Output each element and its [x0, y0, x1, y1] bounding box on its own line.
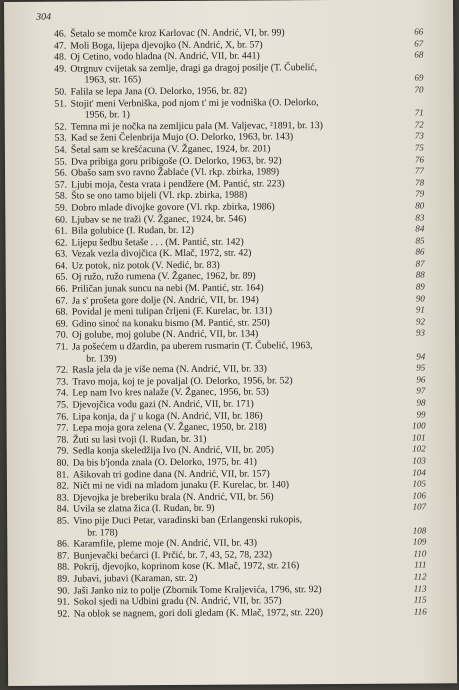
entry-title: Ja s' prošeta gore dolje (N. Andrić, VII, br. 194)	[71, 294, 259, 307]
entry-page-ref: 77	[415, 165, 425, 176]
entry-title: Povidal je meni tulipan črljeni (F. Kurelac, br. 131)	[71, 305, 273, 318]
entry-title: Šetalo se momče kroz Karlovac (N. Andrić, VI, br. 99)	[70, 27, 285, 40]
entry-number: 90.	[57, 585, 70, 597]
entry-title: Kad se ženi Čelenbrija Mujo (O. Delorko, 1963, br. 143)	[70, 131, 294, 144]
entry-number: 88.	[57, 561, 70, 573]
entry-page-ref: 106	[412, 490, 427, 501]
entry-title: Djevojčica vodu gazi (N. Andrić, VII, br. 171)	[72, 398, 254, 411]
entry-number: 78.	[56, 434, 69, 446]
entry-page-ref: 105	[412, 478, 426, 489]
entry-page-ref: 80	[415, 200, 425, 211]
entry-number: 72.	[55, 364, 69, 376]
entry-number: 46.	[53, 28, 67, 40]
entry-number: 58.	[54, 190, 68, 203]
entry-page-ref: 104	[412, 466, 426, 478]
entry-number: 81.	[56, 469, 69, 481]
entry-number: 62.	[55, 237, 68, 249]
entry-number: 55.	[54, 156, 68, 168]
entry-number: 48.	[54, 51, 67, 63]
entry-page-ref: 108	[412, 524, 427, 536]
entry-number: 67.	[55, 295, 68, 307]
list-item	[6, 339, 455, 365]
list-item	[8, 606, 457, 620]
entry-title: Pokrij, djevojko, koprinom kose (K. Mlač, 1972, str. 216)	[73, 560, 300, 573]
entry-number: 79.	[56, 445, 69, 458]
entry-title: Uvila se zlatna žica (I. Rudan, br. 9)	[73, 503, 215, 515]
entry-title: Šetal sam se krešćacuna (V. Žganec, 1924, br. 201)	[70, 143, 271, 156]
entry-page-ref: 113	[413, 582, 427, 594]
entry-title: Sedla konja skeledžija Ivo (N. Andrić, VII, br. 205)	[72, 444, 274, 457]
entry-number: 68.	[55, 306, 68, 318]
entry-title: Oj Cetino, vodo hladna (N. Andrić, VII, br. 441)	[70, 50, 260, 63]
entry-number: 47.	[53, 40, 67, 52]
entry-page-ref: 96	[416, 374, 426, 385]
entry-page-ref: 91	[415, 304, 425, 315]
entry-number: 69.	[55, 318, 69, 330]
entry-number: 52.	[54, 121, 67, 133]
entry-page-ref: 76	[414, 153, 424, 165]
entry-number: 84.	[56, 503, 70, 516]
entry-page-ref: 70	[414, 84, 424, 95]
entry-number: 49.	[54, 63, 67, 75]
entry-number: 63.	[55, 248, 68, 260]
entry-number: 65.	[55, 272, 68, 284]
entry-title: Ljubi moja, česta vrata i pendžere (M. Pantić, str. 223)	[71, 178, 285, 191]
entry-title: Lep nam Ivo kres nalaže (V. Žganec, 1956, br. 53)	[72, 386, 269, 399]
entry-page-ref: 116	[413, 606, 427, 617]
entry-title: Otrgnuv cvijetak sa zemlje, dragi ga dragoj posilje (T. Čubelić,	[70, 61, 318, 75]
entry-page-ref: 79	[415, 188, 425, 199]
entry-title: Bila golubice (I. Rudan, br. 12)	[71, 224, 194, 237]
contents-list	[4, 26, 457, 620]
entry-number: 53.	[54, 132, 67, 145]
entry-title: Dobro mlade divojke govore (Vl. rkp. zbirka, 1986)	[71, 201, 275, 214]
entry-page-ref: 90	[415, 293, 425, 304]
entry-page-ref: 95	[416, 362, 426, 373]
list-item	[7, 513, 456, 539]
entry-number: 74.	[56, 388, 69, 400]
entry-number: 86.	[57, 538, 70, 550]
entry-title: Ja pošećem u džardin, pa uberem rusmarin (T. Čubelić, 1963,	[72, 340, 313, 353]
entry-page-ref: 89	[415, 281, 425, 292]
entry-title: Vino pije Duci Petar, varadinski ban (Erlangenski rukopis,	[73, 514, 303, 527]
entry-title: Oj golube, moj golube (N. Andrić, VII, br. 134)	[72, 328, 259, 342]
entry-title: Sokol sjedi na Udbini gradu (N. Andrić, VII, br. 357)	[73, 595, 282, 608]
page-number: 304	[36, 11, 52, 23]
entry-page-ref: 68	[414, 49, 424, 60]
entry-number: 60.	[55, 214, 68, 226]
entry-title: Lijepu šedbu šetaše . . . (M. Pantić, str. 142)	[71, 236, 244, 249]
list-item	[5, 96, 454, 122]
entry-title: Lipa konja, da j' u koga (N. Andrić, VII, br. 186)	[72, 410, 263, 423]
entry-page-ref: 85	[415, 235, 425, 246]
entry-number: 77.	[56, 422, 69, 434]
entry-number: 80.	[56, 457, 69, 469]
entry-title-continuation: 1963, str. 165)	[84, 74, 142, 86]
entry-page-ref: 66	[414, 26, 424, 37]
entry-number: 83.	[56, 492, 70, 504]
entry-page-ref: 103	[412, 455, 426, 466]
entry-title: Rasla jela da je više nema (N. Andrić, VII, br. 33)	[72, 363, 267, 376]
entry-title: Ašikovah tri godine dana (N. Andrić, VII, br. 157)	[72, 467, 270, 481]
entry-number: 61.	[55, 225, 68, 237]
entry-title: Falila se lepa Jana (O. Delorko, 1956, br. 82)	[70, 85, 247, 98]
entry-page-ref: 112	[413, 571, 427, 582]
entry-title: Moli Boga, lijepa djevojko (N. Andrić, X, br. 57)	[70, 39, 263, 52]
entry-number: 54.	[54, 144, 67, 156]
entry-number: 92.	[57, 608, 70, 620]
entry-page-ref: 109	[412, 536, 427, 547]
list-item	[4, 61, 453, 87]
entry-page-ref: 71	[414, 107, 424, 118]
entry-page-ref: 101	[412, 432, 426, 443]
entry-title: Da bis b'jonda znala (O. Delorko, 1975, br. 41)	[72, 456, 257, 469]
entry-title: Bunjevački bećarci (I. Prčić, br. 7, 43, 52, 78, 232)	[73, 549, 273, 562]
entry-page-ref: 93	[415, 327, 426, 338]
entry-number: 76.	[56, 411, 69, 423]
entry-page-ref: 107	[412, 501, 427, 512]
entry-page-ref: 69	[414, 72, 424, 83]
entry-number: 59.	[54, 202, 68, 214]
entry-page-ref: 97	[416, 385, 426, 396]
entry-title: Ljubav se ne traži (V. Žganec, 1924, br. 546)	[71, 213, 247, 226]
entry-title: Dva pribiga goru pribigoše (O. Delorko, 1963, br. 92)	[70, 154, 282, 168]
entry-title: Gdino sinoć na konaku bismo (M. Pantić, str. 250)	[71, 317, 270, 330]
entry-page-ref: 111	[414, 559, 427, 570]
entry-title: Lepa moja gora zelena (V. Žganec, 1950, br. 218)	[72, 421, 267, 434]
entry-page-ref: 86	[415, 246, 425, 257]
entry-title: Obašo sam svo ravno Žablaće (Vl. rkp. zbirka, 1989)	[71, 166, 280, 179]
entry-page-ref: 73	[414, 130, 424, 141]
entry-number: 51.	[54, 98, 67, 110]
entry-title: Što se ono tamo bijeli (Vl. rkp. zbirka, 1988)	[71, 189, 248, 202]
entry-number: 57.	[54, 179, 68, 191]
entry-title: Uz potok, niz potok (V. Nedić, br. 83)	[71, 259, 220, 272]
entry-title: Jubavi, jubavi (Karaman, str. 2)	[73, 572, 198, 585]
entry-page-ref: 92	[415, 316, 425, 327]
entry-number: 89.	[57, 573, 70, 585]
entry-number: 71.	[55, 341, 69, 353]
entry-page-ref: 99	[416, 409, 426, 420]
entry-number: 85.	[56, 515, 70, 527]
entry-number: 87.	[57, 550, 70, 562]
entry-number: 56.	[54, 167, 68, 179]
entry-page-ref: 67	[414, 38, 424, 49]
entry-title: Priličan junak suncu na nebi (M. Pantić, str. 164)	[71, 282, 264, 295]
entry-page-ref: 98	[416, 397, 426, 408]
entry-title: Jaši Janko niz to polje (Zbornik Tome Kraljevića, 1796, str. 92)	[73, 583, 322, 597]
entry-title: Žuti su lasi tvoji (I. Rudan, br. 31)	[72, 433, 207, 446]
book-page	[4, 0, 457, 686]
entry-page-ref: 88	[415, 269, 425, 280]
entry-page-ref: 78	[415, 177, 425, 188]
entry-title: Na oblok se nagnem, gori doli gledam (K. Mlač, 1972, str. 220)	[73, 606, 324, 620]
entry-page-ref: 75	[414, 142, 424, 153]
entry-number: 82.	[56, 480, 69, 492]
entry-page-ref: 115	[413, 594, 427, 605]
entry-number: 66.	[55, 283, 68, 295]
entry-number: 50.	[54, 86, 67, 98]
entry-title: Oj ružo, ružo rumena (V. Žganec, 1962, br. 89)	[71, 270, 256, 284]
entry-page-ref: 110	[413, 548, 427, 559]
entry-title-continuation: br. 139)	[86, 352, 117, 365]
entry-title: Karamfile, pleme moje (N. Andrić, VII, br. 43)	[73, 537, 258, 550]
entry-title: Temna mi je nočka na zemljicu pala (M. Valjevac, ²1891, br. 13)	[70, 119, 323, 133]
entry-number: 64.	[55, 260, 68, 272]
entry-page-ref: 100	[412, 420, 426, 431]
entry-number: 73.	[56, 376, 69, 388]
entry-title: Ničt mi ne vidi na mladom junaku (F. Kurelac, br. 140)	[72, 479, 290, 492]
entry-title: Travo moja, koj te je povaljal (O. Delorko, 1956, br. 52)	[72, 375, 293, 388]
entry-page-ref: 84	[415, 223, 425, 234]
entry-number: 91.	[57, 596, 70, 608]
entry-title: Stojit' meni Verbniška, pod njom t' mi je vodniška (O. Delorko,	[70, 96, 319, 110]
entry-title-continuation: 1956, br. 1)	[84, 109, 130, 121]
entry-title-continuation: br. 178)	[87, 526, 118, 539]
entry-number: 75.	[56, 399, 69, 411]
entry-page-ref: 102	[412, 443, 426, 454]
entry-title: Djevojka je breberiku brala (N. Andrić, VII, br. 56)	[72, 491, 274, 504]
entry-number: 70.	[55, 330, 69, 342]
entry-page-ref: 83	[415, 211, 425, 222]
entry-title: Vezak vezla divojčica (K. Mlač, 1972, str. 42)	[71, 247, 252, 260]
entry-page-ref: 94	[416, 351, 426, 362]
entry-page-ref: 87	[415, 258, 425, 269]
entry-page-ref: 72	[414, 119, 424, 130]
